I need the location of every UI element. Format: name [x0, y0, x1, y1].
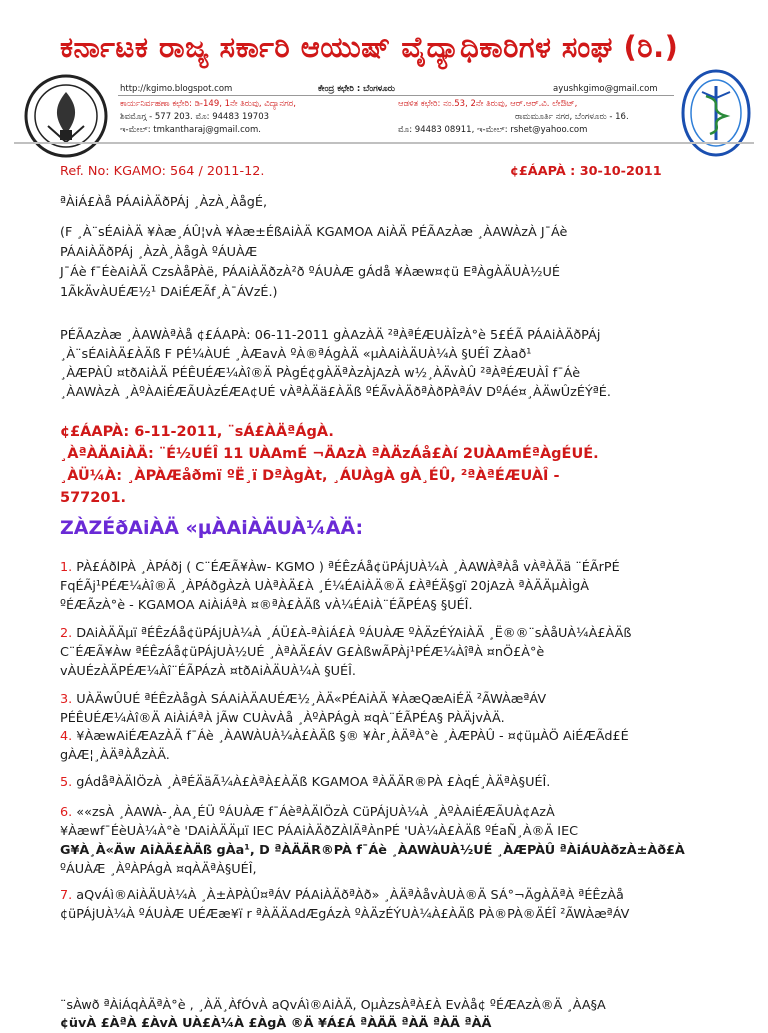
seal-icon: [22, 72, 110, 160]
intro-line-4: 1ÃkÄvÀUÉÆ½¹ DAiÉÆÃf¸À¯ÁVzÉ.): [60, 285, 278, 300]
meeting-venue: ¸ÀÜ¼À: ¸ÀPÀÆåðmï ºË¸ï DªÀgÀt, ¸ÁUÀgÀ gÀ¸ÉÛ, ²ªÀªÉÆUÀÎ -: [60, 468, 560, 484]
agenda-item-6: [60, 803, 738, 879]
main-paragraph-line-1: PÉÃAzÀæ ¸ÀAWÀªÀå ¢£ÁAPÀ: 06-11-2011 gÀAzÀÄ ²ªÀªÉÆUÀÎzÀ°è 5£ÉÃ PÁAiÀÄðPÁj: [60, 328, 601, 343]
letterhead-title: ಕರ್ನಾಟಕ ರಾಜ್ಯ ಸರ್ಕಾರಿ ಆಯುಷ್ ವೈದ್ಯಾಧಿಕಾರಿಗಳ ಸಂಘ (ರಿ.): [60, 30, 679, 64]
item-text: FqÉÃj¹PÉÆ¼Àî®Ä ¸ÀPÁðgÀzÀ UÀªÀÄ£À ¸É¼ÉAiÀÄ®Ä £ÀªÉÄ§gï 20jAzÀ ªÀÄÄµÀÌgÀ: [60, 579, 589, 594]
right-office-line3: ಮೊ: 94483 08911, ಇ-ಮೇಲ್: rshet@yahoo.com: [398, 125, 588, 135]
main-paragraph-line-2: ¸À¨sÉAiÀÄ£ÀÄß F PÉ¼ÀUÉ ¸ÀÆavÀ ºÀ®ªÁgÀÄ «µÀAiÀÄUÀ¼À §UÉÎ ZÀað¹: [60, 347, 532, 362]
intro-line-3: J¯Áè f¯ÉèAiÀÄ CzsÀåPÀë, PÁAiÀÄðzÀ²ð ºÁUÀÆ gÁdå ¥Àæw¤¢ü EªÀgÀÄUÀ½UÉ: [60, 265, 560, 280]
intro-line-2: PÁAiÀÄðPÁj ¸ÀzÀ¸ÀågÀ ºÁUÀÆ: [60, 245, 258, 260]
intro-line-1: (F ¸À¨sÉAiÀÄ ¥Àæ¸ÁÛ¦vÀ ¥Àæ±ÉßAiÀÄ KGAMOA AiÀÄ PÉÃAzÀæ ¸ÀAWÀzÀ J¯Áè: [60, 225, 568, 240]
item-text: gÀÆ¦¸ÀÄªÀÅzÀÄ.: [60, 748, 170, 763]
item-number: 3.: [60, 692, 73, 707]
central-office-label: ಕೇಂದ್ರ ಕಛೇರಿ : ಬೆಂಗಳೂರು: [318, 84, 395, 94]
item-text: aQvÁì®AiÀÄUÀ¼À ¸À±ÀPÀÛ¤ªÁV PÁAiÀÄðªÀð» ¸ÀÄªÀåvÀUÀ®Ä SÁ°¬ÄgÀÄªÀ ªÉÊzÀå: [76, 888, 624, 903]
left-office-line3: ಇ-ಮೇಲ್: tmkantharaj@gmail.com.: [120, 125, 261, 135]
item-text: ««zsÀ ¸ÀAWÀ-¸ÀA¸ÉÜ ºÁUÀÆ f¯ÁèªÀÄlÖzÀ CüPÁjUÀ¼À ¸ÀºÀAiÉÆÃUÀ¢AzÀ: [76, 805, 555, 820]
item-text: PÉÊUÉÆ¼Àî®Ä AiÀiÁªÀ jÃw CUÀvÀå ¸ÀºÀPÁgÀ ¤qÀ¨ÉÃPÉA§ PÀÄjvÀÄ.: [60, 711, 505, 726]
main-paragraph-line-3: ¸ÀÆPÀÛ ¤tðAiÀÄ PÉÊUÉÆ¼Àî®Ä PÀgÉ¢gÀÄªÀzÀjAzÀ w½¸ÀÄvÀÛ ²ªÀªÉÆUÀÎ f¯Áè: [60, 366, 581, 381]
item-number: 1.: [60, 560, 73, 575]
item-text: ¥ÀæwAiÉÆAzÀÄ f¯Áè ¸ÀAWÀUÀ¼À£ÀÄß §® ¥Àr¸ÀÄªÀ°è ¸ÀÆPÀÛ - ¤¢üµÀÖ AiÉÆÃd£É: [76, 729, 629, 744]
item-text: vÀUÉzÀÄPÉÆ¼Àî¨ÉÃPÁzÀ ¤tðAiÀÄUÀ¼À §UÉÎ.: [60, 664, 356, 679]
item-number: 5.: [60, 775, 73, 790]
right-office-line2: ರಾಮಮೂರ್ತಿ ನಗರ, ಬೆಂಗಳೂರು - 16.: [515, 112, 629, 122]
agenda-item-4: [60, 727, 738, 765]
letterhead-rule: [14, 142, 754, 144]
item-text: C¨ÉÆÃ¥Àw ªÉÊzÁå¢üPÁjUÀ½UÉ ¸ÀªÀÄ£ÁV G£ÀßwÃPÀj¹PÉÆ¼ÀîªÀ ¤nÖ£À°è: [60, 645, 545, 660]
item-text: ºÉÆÃzÀ°è - KGAMOA AiÀiÁªÀ ¤®ªÀ£ÀÄß vÀ¼ÉAiÀ¨ÉÃPÉA§ §UÉÎ.: [60, 598, 473, 613]
meeting-pincode: 577201.: [60, 490, 127, 506]
email-link[interactable]: ayushkgimo@gmail.com: [553, 84, 658, 94]
left-office-line2: ಶಿವಮೊಗ್ಗ - 577 203. ಮೊ: 94483 19703: [120, 112, 270, 122]
right-office-line1: ಆಡಳಿತ ಕಛೇರಿ: ನಂ.53, 2ನೇ ತಿರುವು, ಆರ್.ಆರ್.ವಿ. ಲೇಔಟ್,: [398, 99, 578, 109]
item-text: UÀÄwÛUÉ ªÉÊzÀågÀ SÁAiÀÄAUÉÆ½¸ÀÄ«PÉAiÀÄ ¥ÀæQæAiÉÄ ²ÃWÀæªÁV: [76, 692, 547, 707]
meeting-time: ¸ÀªÀÄAiÀÄ: ¨É½UÉÎ 11 UÀAmÉ ¬ÄAzÀ ªÀÄzÁå£Àí 2UÀAmÉªÀgÉUÉ.: [60, 446, 599, 462]
website-link[interactable]: http://kgimo.blogspot.com: [120, 84, 233, 94]
item-text: ¢üPÁjUÀ¼À ºÁUÀÆ UÉÆæ¥ï r ªÀÄÄAdÆgÁzÀ ºÀÄzÉÝUÀ¼À£ÀÄß PÀ®PÀ®ÄÉÎ ²ÃWÀæªÁV: [60, 907, 630, 922]
agenda-item-3: [60, 690, 738, 728]
agenda-heading: ZÀZÉðAiÀÄ «µÀAiÀÄUÀ¼ÀÄ:: [60, 517, 364, 539]
continued-line-2: ¢üvÀ £ÀªÀ £ÀvÀ UÀ£À¼À £ÀgÀ ®Ä ¥Á£Á ªÀÄÄ ªÀÄ ªÀÄ ªÀÄ: [60, 1016, 492, 1031]
item-number: 4.: [60, 729, 73, 744]
item-text: ¥Àæwf¯ÉèUÀ¼À°è 'DAiÀÄÄµï IEC PÁAiÀÄðZÀlÄªÀnPÉ 'UÀ¼À£ÀÄß ºÉaÑ¸À®Ä IEC: [60, 824, 579, 839]
meeting-date: ¢£ÁAPÀ: 6-11-2011, ¨sÁ£ÀÄªÁgÀ.: [60, 424, 334, 440]
left-office-line1: ಕಾರ್ಯನಿರ್ವಹಣಾ ಕಛೇರಿ: ಡಿ-149, 1ನೇ ತಿರುವು, ವಿದ್ಯಾನಗರ,: [120, 99, 296, 109]
item-text: gÁdåªÀÄlÖzÀ ¸ÀªÉÄäÃ¼À£ÀªÀ£ÀÄß KGAMOA ªÀÄÄR®PÀ £ÀqÉ¸ÀÄªÀ§UÉÎ.: [76, 775, 551, 790]
item-number: 7.: [60, 888, 73, 903]
association-logo-right: [680, 68, 752, 162]
letter-date: ¢£ÁAPÀ : 30-10-2011: [510, 164, 662, 179]
agenda-item-1: [60, 558, 738, 615]
item-number: 2.: [60, 626, 73, 641]
header-divider: [118, 95, 674, 96]
agenda-item-5: [60, 773, 738, 792]
item-number: 6.: [60, 805, 73, 820]
caduceus-emblem-icon: [680, 68, 752, 158]
item-text: DAiÀÄÄµï ªÉÊzÁå¢üPÁjUÀ¼À ¸ÁÜ£À-ªÀiÁ£À ºÁUÀÆ ºÀÄzÉÝAiÀÄ ¸Ë®®¨sÀåUÀ¼À£ÀÄß: [76, 626, 632, 641]
agenda-item-7: [60, 886, 738, 924]
item-text: PÀ£ÁðlPÀ ¸ÀPÁðj ( C¨ÉÆÃ¥Àw- KGMO ) ªÉÊzÁå¢üPÁjUÀ¼À ¸ÀAWÀªÀå vÀªÀÄä ¨ÉÃrPÉ: [76, 560, 620, 575]
continued-line-1: ¨sÀwð ªÀiÁqÀÄªÀ°è , ¸ÀÄ¸ÀfÓvÀ aQvÁì®AiÀÄ, OµÀzsÀªÀ£À EvÀå¢ ºÉÆAzÀ®Ä ¸ÀA§A: [60, 998, 606, 1013]
reference-number: Ref. No: KGAMO: 564 / 2011-12.: [60, 164, 265, 179]
main-paragraph-line-4: ¸ÀAWÀzÀ ¸ÀºÀAiÉÆÃUÀzÉÆA¢UÉ vÀªÀÄä£ÀÄß ºÉÃvÀÄðªÀðPÀªÁV DºÁé¤¸ÀÄwÛzÉÝªÉ.: [60, 385, 611, 400]
item-text: G¥À¸À«Äw AiÀÄ£ÀÄß gÀa¹, D ªÀÄÄR®PÀ f¯Áè ¸ÀAWÀUÀ½UÉ ¸ÀÆPÀÛ ªÀiÁUÀðzÀ±Àð£À: [60, 843, 685, 858]
item-text: ºÁUÀÆ ¸ÀºÀPÁgÀ ¤qÀÄªÀ§UÉÎ,: [60, 862, 257, 877]
association-logo-left: [22, 72, 110, 164]
salutation: ªÀiÁ£Àå PÁAiÀÄðPÁj ¸ÀzÀ¸ÀågÉ,: [60, 195, 268, 210]
agenda-item-2: [60, 624, 738, 681]
